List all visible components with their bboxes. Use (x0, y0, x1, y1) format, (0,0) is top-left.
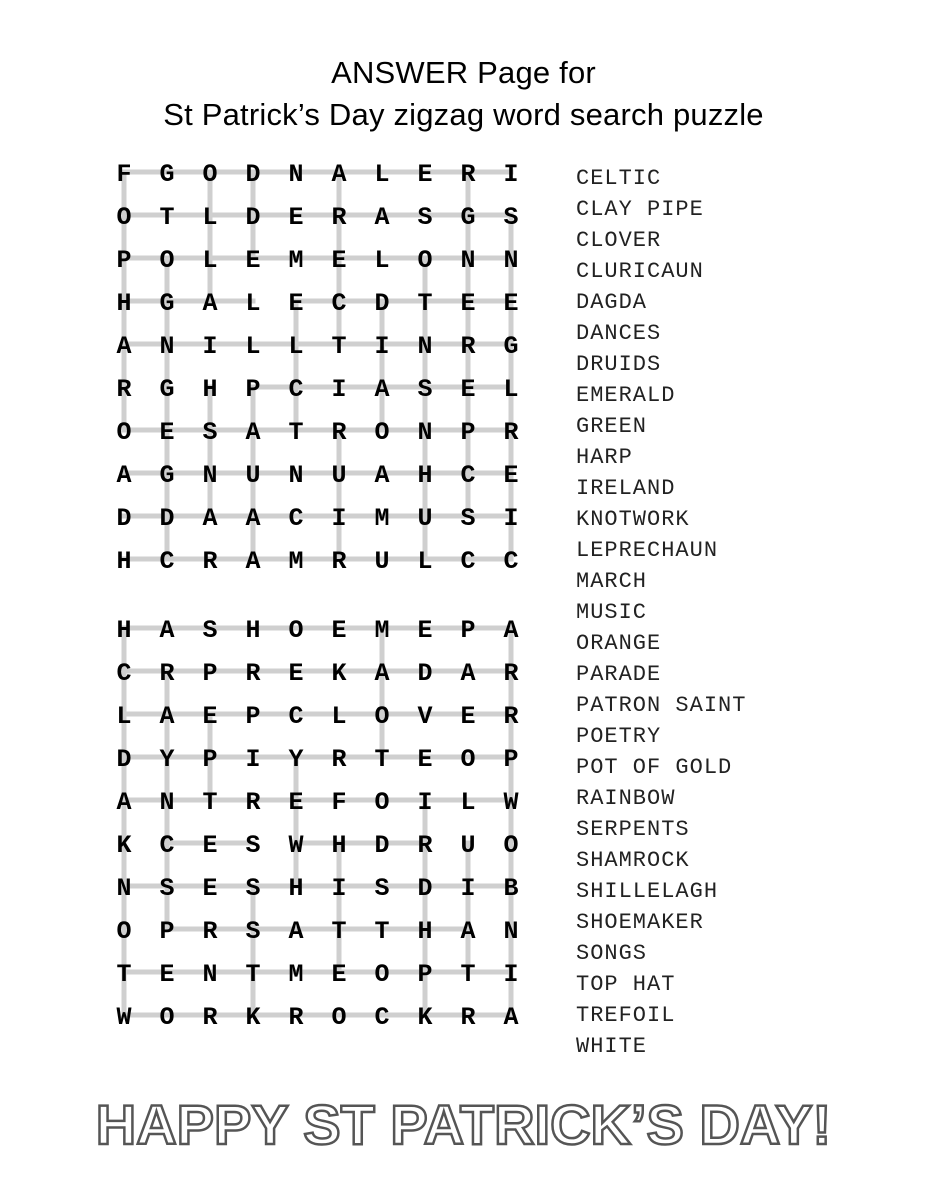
grid-letter: L (417, 547, 433, 576)
grid-letter: R (116, 375, 132, 404)
grid-letter: I (417, 788, 433, 817)
grid-letter: S (503, 203, 519, 232)
grid-letter: P (202, 745, 218, 774)
grid-letter: U (417, 504, 433, 533)
grid-letter: O (503, 831, 519, 860)
happy-st-patricks-day-banner: HAPPY ST PATRICK’S DAY! (95, 1093, 832, 1156)
grid-letter: O (417, 246, 433, 275)
grid-letter: H (288, 874, 304, 903)
grid-letter: E (503, 461, 519, 490)
word-list-item: CLOVER (576, 228, 662, 253)
grid-letter: E (202, 874, 218, 903)
grid-letter: A (202, 504, 218, 533)
grid-letter: S (159, 874, 175, 903)
grid-letter: B (503, 874, 519, 903)
grid-letter: W (503, 788, 519, 817)
grid-letter: P (503, 745, 519, 774)
grid-letter: Y (288, 745, 304, 774)
grid-letter: D (417, 659, 433, 688)
grid-letter: T (245, 960, 261, 989)
word-list-item: SHOEMAKER (576, 910, 704, 935)
grid-letter: S (417, 375, 433, 404)
word-list-item: PATRON SAINT (576, 693, 747, 718)
grid-letter: C (288, 375, 304, 404)
grid-letter: R (331, 547, 347, 576)
grid-letter: I (374, 332, 390, 361)
grid-letter: P (460, 418, 476, 447)
grid-letter: M (288, 246, 304, 275)
grid-letter: R (417, 831, 433, 860)
grid-letter: E (460, 375, 476, 404)
word-list-item: LEPRECHAUN (576, 538, 719, 563)
grid-letter: C (460, 461, 476, 490)
grid-letter: D (245, 203, 261, 232)
grid-letter: R (245, 788, 261, 817)
grid-letter: W (116, 1003, 132, 1032)
grid-letter: A (159, 702, 175, 731)
word-list-item: TREFOIL (576, 1003, 676, 1028)
grid-letter: R (245, 659, 261, 688)
grid-letter: D (245, 160, 261, 189)
grid-letter: A (503, 1003, 519, 1032)
grid-letter: I (460, 874, 476, 903)
grid-letter: L (245, 332, 261, 361)
grid-letter: S (202, 418, 218, 447)
grid-letter: I (331, 874, 347, 903)
grid-letter: E (460, 702, 476, 731)
grid-letter: K (116, 831, 132, 860)
grid-letter: O (116, 418, 132, 447)
word-list-item: KNOTWORK (576, 507, 690, 532)
grid-letter: P (460, 616, 476, 645)
grid-letter: O (374, 788, 390, 817)
grid-letter: M (374, 616, 390, 645)
grid-letter: L (374, 246, 390, 275)
grid-letter: E (417, 160, 433, 189)
word-list-item: IRELAND (576, 476, 676, 501)
grid-letter: R (503, 659, 519, 688)
grid-letter: R (331, 418, 347, 447)
grid-letter: N (503, 917, 519, 946)
grid-letter: S (374, 874, 390, 903)
grid-letter: O (331, 1003, 347, 1032)
grid-letter: D (374, 831, 390, 860)
grid-letter: W (288, 831, 304, 860)
grid-letter: E (288, 289, 304, 318)
grid-letter: L (331, 702, 347, 731)
answer-paths (124, 172, 511, 1015)
grid-letter: M (288, 547, 304, 576)
grid-letter: I (503, 160, 519, 189)
grid-letter: H (331, 831, 347, 860)
grid-letter: C (331, 289, 347, 318)
grid-letter: O (159, 1003, 175, 1032)
grid-letter: R (159, 659, 175, 688)
grid-letter: D (116, 745, 132, 774)
grid-letter: H (116, 547, 132, 576)
grid-letter: D (159, 504, 175, 533)
grid-letter: L (202, 246, 218, 275)
grid-letter: L (503, 375, 519, 404)
grid-letter: G (159, 375, 175, 404)
grid-letter: E (245, 246, 261, 275)
grid-letter: R (503, 418, 519, 447)
grid-letter: G (503, 332, 519, 361)
grid-letter: C (288, 702, 304, 731)
grid-letter: O (460, 745, 476, 774)
word-list-item: POETRY (576, 724, 662, 749)
grid-letter: T (374, 917, 390, 946)
grid-letter: V (417, 702, 433, 731)
grid-letter: R (288, 1003, 304, 1032)
grid-letter: I (331, 504, 347, 533)
word-list-item: CELTIC (576, 166, 662, 191)
grid-letter: T (202, 788, 218, 817)
grid-letter: A (460, 917, 476, 946)
grid-letter: P (116, 246, 132, 275)
grid-letter: Y (159, 745, 175, 774)
grid-letter: A (374, 659, 390, 688)
grid-letter: A (116, 461, 132, 490)
grid-letter: A (202, 289, 218, 318)
grid-letter: L (245, 289, 261, 318)
grid-letter: N (288, 160, 304, 189)
word-list-item: SHILLELAGH (576, 879, 719, 904)
grid-letter: P (245, 375, 261, 404)
grid-letter: D (417, 874, 433, 903)
grid-letter: N (159, 332, 175, 361)
grid-letter: U (245, 461, 261, 490)
grid-letter: E (331, 246, 347, 275)
word-list-item: SONGS (576, 941, 648, 966)
grid-letter: E (159, 418, 175, 447)
grid-letter: L (288, 332, 304, 361)
word-list-item: POT OF GOLD (576, 755, 733, 780)
grid-letter: A (245, 418, 261, 447)
grid-letter: N (288, 461, 304, 490)
grid-letter: A (374, 461, 390, 490)
grid-letter: C (288, 504, 304, 533)
grid-letter: T (288, 418, 304, 447)
grid-letter: T (159, 203, 175, 232)
grid-letter: E (417, 616, 433, 645)
grid-letter: A (159, 616, 175, 645)
word-list-item: HARP (576, 445, 633, 470)
page-title-line-2: St Patrick’s Day zigzag word search puzzle (163, 97, 764, 132)
grid-letter: N (460, 246, 476, 275)
grid-letter: R (202, 917, 218, 946)
grid-letter: P (202, 659, 218, 688)
grid-letter: K (245, 1003, 261, 1032)
grid-letter: G (159, 461, 175, 490)
word-list-item: RAINBOW (576, 786, 676, 811)
grid-letter: A (288, 917, 304, 946)
grid-letter: E (288, 659, 304, 688)
grid-letter: E (202, 702, 218, 731)
grid-letter: L (116, 702, 132, 731)
grid-letter: C (159, 547, 175, 576)
grid-letter: S (245, 917, 261, 946)
grid-letter: M (288, 960, 304, 989)
grid-letter: A (460, 659, 476, 688)
word-list-item: WHITE (576, 1034, 648, 1059)
grid-letter: T (331, 332, 347, 361)
grid-letter: T (374, 745, 390, 774)
grid-letter: I (202, 332, 218, 361)
grid-letter: C (503, 547, 519, 576)
grid-letter: C (116, 659, 132, 688)
word-list-item: ORANGE (576, 631, 662, 656)
grid-letter: O (374, 960, 390, 989)
grid-letter: I (503, 504, 519, 533)
grid-letter: C (159, 831, 175, 860)
grid-letter: S (202, 616, 218, 645)
grid-letter: I (503, 960, 519, 989)
word-list-item: MUSIC (576, 600, 648, 625)
grid-letter: C (460, 547, 476, 576)
grid-letter: R (202, 1003, 218, 1032)
grid-letter: H (116, 289, 132, 318)
grid-letter: R (460, 1003, 476, 1032)
grid-letter: S (245, 831, 261, 860)
word-list-item: GREEN (576, 414, 648, 439)
grid-letter: E (288, 203, 304, 232)
word-list-item: TOP HAT (576, 972, 676, 997)
grid-letter: D (374, 289, 390, 318)
grid-letter: H (417, 917, 433, 946)
grid-letter: F (331, 788, 347, 817)
grid-letter: C (374, 1003, 390, 1032)
grid-letter: H (202, 375, 218, 404)
grid-letter: A (503, 616, 519, 645)
grid-letter: P (245, 702, 261, 731)
grid-letter: E (331, 616, 347, 645)
grid-letter: L (460, 788, 476, 817)
grid-letter: M (374, 504, 390, 533)
grid-letter: O (202, 160, 218, 189)
grid-letter: H (116, 616, 132, 645)
word-list-item: DRUIDS (576, 352, 662, 377)
grid-letter: G (460, 203, 476, 232)
word-list-item: CLAY PIPE (576, 197, 704, 222)
word-list-item: PARADE (576, 662, 662, 687)
grid-letter: K (417, 1003, 433, 1032)
word-list-item: SHAMROCK (576, 848, 690, 873)
grid-letter: L (374, 160, 390, 189)
grid-letter: N (503, 246, 519, 275)
grid-letter: A (331, 160, 347, 189)
word-list-item: EMERALD (576, 383, 676, 408)
word-list-item: DANCES (576, 321, 662, 346)
grid-letter: G (159, 289, 175, 318)
grid-letter: O (116, 917, 132, 946)
grid-letter: I (245, 745, 261, 774)
word-list-item: CLURICAUN (576, 259, 704, 284)
grid-letter: T (417, 289, 433, 318)
grid-letters (116, 160, 518, 1032)
grid-letter: E (417, 745, 433, 774)
grid-letter: P (417, 960, 433, 989)
grid-letter: R (202, 547, 218, 576)
grid-letter: L (202, 203, 218, 232)
grid-letter: O (159, 246, 175, 275)
grid-letter: S (245, 874, 261, 903)
grid-letter: E (159, 960, 175, 989)
grid-letter: I (331, 375, 347, 404)
grid-letter: D (116, 504, 132, 533)
grid-letter: F (116, 160, 132, 189)
grid-letter: N (116, 874, 132, 903)
grid-letter: O (288, 616, 304, 645)
grid-letter: N (417, 332, 433, 361)
grid-letter: R (331, 745, 347, 774)
grid-letter: R (503, 702, 519, 731)
grid-letter: A (116, 788, 132, 817)
grid-letter: U (374, 547, 390, 576)
grid-letter: N (202, 461, 218, 490)
grid-letter: A (374, 375, 390, 404)
grid-letter: E (460, 289, 476, 318)
grid-letter: R (460, 332, 476, 361)
word-list-item: MARCH (576, 569, 648, 594)
grid-letter: R (460, 160, 476, 189)
grid-letter: R (331, 203, 347, 232)
grid-letter: O (374, 418, 390, 447)
grid-letter: A (245, 547, 261, 576)
grid-letter: N (202, 960, 218, 989)
grid-letter: E (288, 788, 304, 817)
grid-letter: O (116, 203, 132, 232)
grid-letter: T (116, 960, 132, 989)
word-list-item: DAGDA (576, 290, 648, 315)
grid-letter: G (159, 160, 175, 189)
word-list-item: SERPENTS (576, 817, 690, 842)
grid-letter: P (159, 917, 175, 946)
grid-letter: H (417, 461, 433, 490)
grid-letter: N (417, 418, 433, 447)
grid-letter: K (331, 659, 347, 688)
grid-letter: U (460, 831, 476, 860)
grid-letter: A (116, 332, 132, 361)
grid-letter: H (245, 616, 261, 645)
grid-letter: A (374, 203, 390, 232)
grid-letter: T (460, 960, 476, 989)
page-title-line-1: ANSWER Page for (331, 55, 596, 90)
grid-letter: E (503, 289, 519, 318)
grid-letter: N (159, 788, 175, 817)
grid-letter: S (460, 504, 476, 533)
grid-letter: U (331, 461, 347, 490)
grid-letter: E (331, 960, 347, 989)
grid-letter: A (245, 504, 261, 533)
grid-letter: S (417, 203, 433, 232)
grid-letter: O (374, 702, 390, 731)
grid-letter: T (331, 917, 347, 946)
grid-letter: E (202, 831, 218, 860)
